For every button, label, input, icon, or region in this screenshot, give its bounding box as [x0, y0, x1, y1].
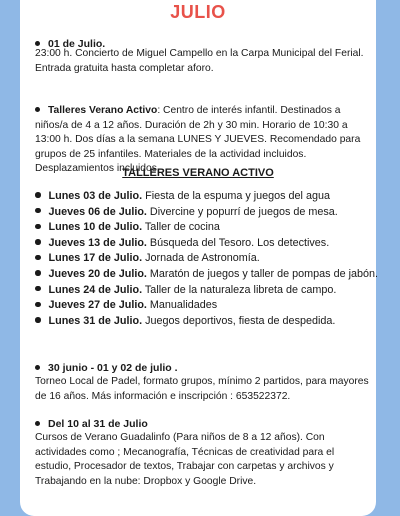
bullet-icon [35, 317, 41, 323]
bullet-icon [35, 286, 41, 292]
page-title: JULIO [170, 2, 226, 22]
bullet-icon [35, 302, 41, 308]
content-card [20, 0, 379, 516]
bullet-icon [35, 255, 41, 261]
padel-text: Torneo Local de Padel, formato grupos, mínimo 2 partidos, para mayores de 16 años. Más información e inscripción : 653522372. [35, 376, 369, 402]
talleres-section-title: TALLERES VERANO ACTIVO [122, 167, 274, 179]
list-item: Lunes 03 de Julio. Fiesta de la espuma y juegos del agua [35, 189, 378, 205]
bullet-icon [35, 107, 40, 112]
bullet-icon [35, 239, 41, 245]
bullet-icon [35, 270, 41, 276]
bullet-icon [35, 208, 41, 214]
bullet-icon [35, 421, 40, 426]
list-item: Lunes 24 de Julio. Taller de la naturaleza libreta de campo. [35, 283, 378, 299]
list-item: Jueves 27 de Julio. Manualidades [35, 298, 378, 314]
list-item: Lunes 31 de Julio. Juegos deportivos, fiesta de despedida. [35, 314, 378, 330]
list-item: Jueves 06 de Julio. Divercine y popurrí de juegos de mesa. [35, 205, 378, 221]
bullet-icon [35, 192, 41, 198]
bullet-icon [35, 365, 40, 370]
list-item: Jueves 13 de Julio. Búsqueda del Tesoro. Los detectives. [35, 236, 378, 252]
list-item: Lunes 17 de Julio. Jornada de Astronomía. [35, 251, 378, 267]
event-heading-01-julio: 01 de Julio. [35, 38, 105, 50]
talleres-description: Talleres Verano Activo: Centro de interés infantil. Destinados a niños/a de 4 a 12 años. Duración de 2h y 30 min. Horario de 10:30 a 13:00 h. Dos días a la semana LUNES Y JUEVES. Recomendado para grupos de 25 infantiles. Materiales de la actividad incluidos. Desplazamientos incluidos. [35, 105, 361, 174]
event-text-01-julio: 23:00 h. Concierto de Miguel Campello en la Carpa Municipal del Ferial. Entrada gratuita hasta completar aforo. [35, 48, 364, 74]
cursos-text: Cursos de Verano Guadalinfo (Para niños de 8 a 12 años). Con actividades como ; Mecanografía, Técnicas de creatividad para el estudio, Procesador de textos, Trabajar con carpetas y archivos y Trabajando en la nube: Dropbox y Google Drive. [35, 432, 335, 487]
talleres-list [35, 189, 378, 329]
cursos-heading: Del 10 al 31 de Julio [35, 418, 148, 430]
padel-heading: 30 junio - 01 y 02 de julio . [35, 362, 178, 374]
bullet-icon [35, 224, 41, 230]
list-item: Lunes 10 de Julio. Taller de cocina [35, 220, 378, 236]
list-item: Jueves 20 de Julio. Maratón de juegos y taller de pompas de jabón. [35, 267, 378, 283]
bullet-icon [35, 41, 40, 46]
